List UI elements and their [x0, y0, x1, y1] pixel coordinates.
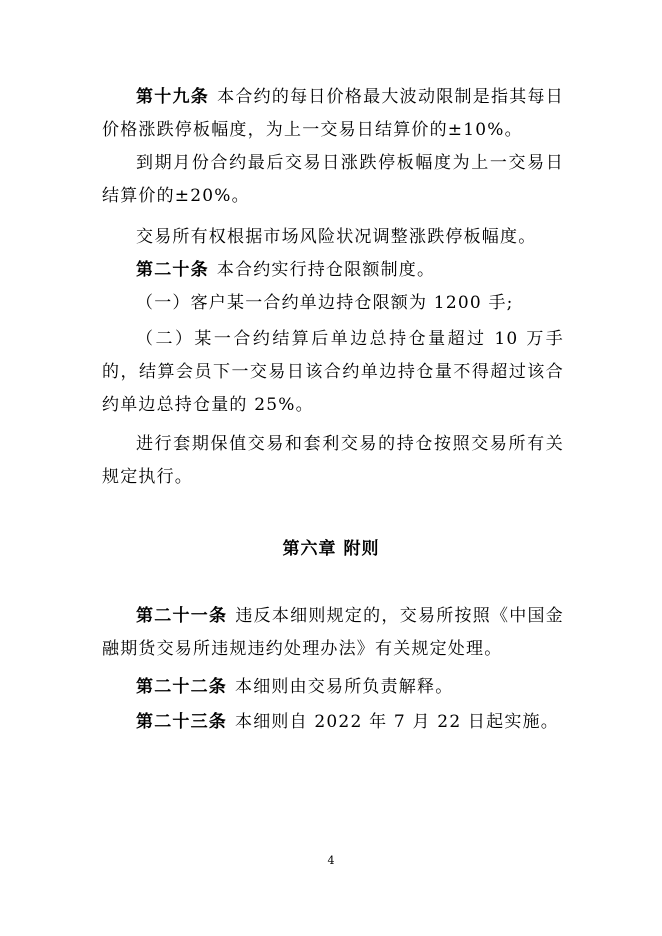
article-23-label: 第二十三条	[136, 712, 227, 732]
article-21-text: 违反本细则规定的，交易所按照《中国金融期货交易所违规违约处理办法》有关规定处理。	[102, 606, 565, 659]
exchange-right-paragraph: 交易所有权根据市场风险状况调整涨跌停板幅度。	[136, 227, 537, 247]
article-23-text: 本细则自 2022 年 7 月 22 日起实施。	[235, 712, 559, 732]
article-23-paragraph	[102, 706, 564, 739]
article-19-text: 本合约的每日价格最大波动限制是指其每日价格涨跌停板幅度，为上一交易日结算价的±10%。	[102, 87, 564, 140]
article-19-paragraph	[102, 81, 564, 147]
article-20-text: 本合约实行持仓限额制度。	[216, 260, 436, 280]
article-22-label: 第二十二条	[136, 677, 227, 697]
article-21-paragraph	[102, 600, 564, 666]
article-21-label: 第二十一条	[136, 606, 228, 626]
article-22-text: 本细则由交易所负责解释。	[235, 677, 454, 697]
item-2-paragraph: （二）某一合约结算后单边总持仓量超过 10 万手的，结算会员下一交易日该合约单边持仓量不得超过该合约单边总持仓量的 25%。	[102, 329, 564, 415]
page-number: 4	[327, 854, 335, 867]
hedge-paragraph: 进行套期保值交易和套利交易的持仓按照交易所有关规定执行。	[102, 434, 564, 487]
article-20-paragraph	[102, 254, 564, 287]
article-20-label: 第二十条	[136, 260, 209, 280]
article-19-label: 第十九条	[136, 87, 210, 107]
article-22-paragraph	[102, 671, 564, 704]
item-1-paragraph: （一）客户某一合约单边持仓限额为 1200 手;	[136, 293, 514, 313]
delivery-month-paragraph: 到期月份合约最后交易日涨跌停板幅度为上一交易日结算价的±20%。	[102, 153, 564, 206]
chapter-title: 第六章 附则	[282, 539, 380, 559]
